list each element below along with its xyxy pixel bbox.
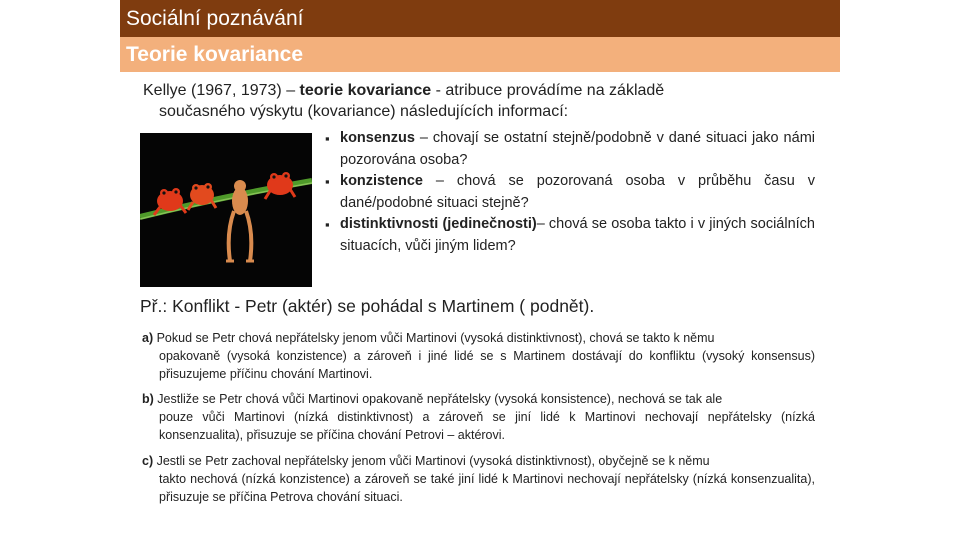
example-heading: Př.: Konflikt - Petr (aktér) se pohádal s Martinem ( podnět). (140, 296, 595, 316)
criterion-text: – chová se pozorovaná osoba v průběhu času v dané/podobné situaci stejně? (340, 173, 815, 211)
intro-prefix: Kellye (1967, 1973) – (143, 82, 300, 99)
case-first-line: Pokud se Petr chová nepřátelsky jenom vůči Martinovi (vysoká distinktivnost), chová se takto k němu (153, 331, 715, 345)
criterion-term: konsenzus (340, 130, 415, 146)
criteria-list (325, 128, 815, 257)
intro-suffix: - atribuce provádíme na základě (431, 82, 665, 99)
case-first-line: Jestli se Petr zachoval nepřátelsky jenom vůči Martinovi (vysoká distinktivnost), obyčejně se k němu (153, 454, 710, 468)
frogs-on-stem-photo (140, 133, 312, 287)
criterion-text: – chovají se ostatní stejně/podobně v dané situaci jako námi pozorována osoba? (340, 130, 815, 168)
list-item (325, 171, 815, 214)
slide-title: Sociální poznávání (120, 0, 840, 37)
criterion-term: konzistence (340, 173, 423, 189)
list-item (325, 214, 815, 257)
case-rest: opakovaně (vysoká konzistence) a zároveň i jiné lidé se s Martinem dostávají do konfliktu (vysoký konsensus) přisuzujeme příčinu chování Martinovi. (159, 349, 815, 381)
list-item (325, 128, 815, 171)
intro-paragraph (143, 80, 803, 122)
case-rest: takto nechová (nízká konzistence) a zároveň se také jiní lidé k Martinovi nechovají nepřátelsky (nízká konsenzualita), přisuzuje se příčina Petrova chování situaci. (159, 472, 815, 504)
case-c (142, 452, 815, 506)
case-label: b) (142, 392, 154, 406)
criterion-term: distinktivnosti (jedinečnosti) (340, 216, 537, 232)
case-b (142, 390, 815, 444)
case-a (142, 329, 815, 383)
intro-term: teorie kovariance (299, 82, 432, 99)
criterion-text: – chová se osoba takto i v jiných sociálních situacích, vůči jiným lidem? (340, 216, 815, 254)
case-label: a) (142, 331, 154, 345)
case-label: c) (142, 454, 154, 468)
case-rest: pouze vůči Martinovi (nízká distinktivnost) a zároveň se jiní lidé k Martinovi nechovají nepřátelsky (nízká konsenzualita), přisuzuje se příčina chování Petrovi – aktérovi. (159, 410, 815, 442)
frog-illustration (140, 133, 312, 287)
intro-line2: současného výskytu (kovariance) následujících informací: (159, 103, 569, 120)
slide-subtitle: Teorie kovariance (120, 37, 840, 72)
case-first-line: Jestliže se Petr chová vůči Martinovi opakovaně nepřátelsky (vysoká konsistence), nechová se tak ale (153, 392, 723, 406)
